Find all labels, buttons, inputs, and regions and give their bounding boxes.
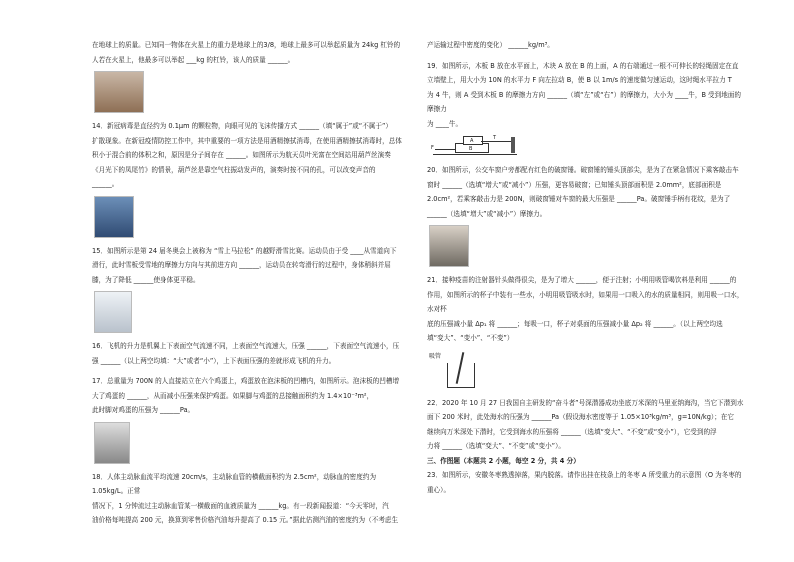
q19-line-4: 为 ____牛。 [427, 119, 463, 128]
q23-line-1: 23．如图所示，安徽冬枣熟透掉落，果内脱落。请作出挂在枝条上的冬枣 A 所受重力的示意图（O 为冬枣的 [427, 471, 742, 479]
q19-rope [481, 141, 511, 142]
q19-line-1: 19．如图所示，木板 B 放在水平面上，木块 A 放在 B 的上面，A 的右端通过一根不可伸长的轻绳固定在直 [427, 61, 739, 70]
q18-line-2: 情况下，1 分钟流过主动脉血管某一横截面的血液质量为 ______kg。有一段新闻报道：“今天零时，汽 [92, 501, 389, 510]
q15-line-2: 滑行，此时雪板受雪地的摩擦力方向与其前进方向 ______，运动员在转弯滑行的过程中，身体稍斜并屈 [92, 261, 391, 269]
q13-line-1: 在地球上的质量。已知同一物体在火星上的重力是地球上的3/8，地球上最多可以举起质量为 24kg 杠铃的 [92, 41, 401, 49]
q19-wall [511, 137, 515, 153]
q17-line-3: 此时脚对鸡蛋的压强为 ______Pa。 [92, 406, 195, 414]
right-column [427, 38, 747, 497]
question-16 [92, 339, 402, 368]
q19-label-a: A [470, 138, 474, 144]
q14-line-1: 14．新冠病毒是直径约为 0.1μm 的颗粒物，向眼可见的飞沫传播方式 ______（填“属于”或“不属于”） [92, 122, 393, 130]
q19-label-f: F [431, 145, 434, 151]
q20-line-4: ______（选填“增大”或“减小”）摩擦力。 [427, 209, 547, 218]
q18-line-3: 油价格每吨提高 200 元，换算到零售价格汽油每升提高了 0.15 元。”据此估测汽油的密度约为（不考虑生 [92, 516, 399, 524]
q15-line-1: 15．如图所示是第 24 届冬奥会上被称为 “雪上马拉松” 的越野滑雪比赛。运动员由于受 ____从雪道向下 [92, 246, 397, 255]
q23-line-2: 重心）。 [427, 485, 451, 494]
q21-line-1: 21．接种疫苗的注射器针头做得很尖，是为了增大 ______，便于注射；小明用吸管喝饮料是利用 ______的 [427, 276, 737, 284]
q17-figure [94, 422, 130, 464]
q19-line-3: 为 4 牛，则 A 受到木板 B 的摩擦力方向 ______（填“左”或“右”）的摩擦力，大小为 ____牛，B 受到地面的摩擦力 [427, 90, 742, 113]
q19-ground [433, 154, 517, 155]
q16-line-2: 强 ______（以上两空均填：“大”或者“小”），上下表面压强的差就形成飞机的升力。 [92, 356, 336, 365]
question-19 [427, 59, 747, 158]
q20-line-3: 2.0cm²，若乘客敲击力是 200N，则破窗锤对车窗的最大压强是 ______Pa。破窗锤手柄有花纹，是为了 [427, 195, 731, 203]
q21-cup [447, 363, 475, 388]
q20-line-2: 窗时 ______（选填“增大”或“减小”）压强，更容易破窗；已知锤头顶部面积是 2.0mm²，底部面积是 [427, 180, 722, 189]
q17-line-2: 大了鸡蛋的 ______，从而减小压强来保护鸡蛋。如果脚与鸡蛋的总接触面积约为 1.4×10⁻³m²， [92, 391, 374, 400]
q17-line-1: 17．总重量为 700N 的人直接站立在六个鸡蛋上，鸡蛋放在泡沫板的凹槽内，如图所示。泡沫板的凹槽增 [92, 377, 400, 385]
q19-figure [429, 135, 519, 157]
q20-figure [429, 225, 469, 267]
q14-line-3: 积小于混合前的体积之和，原因是分子间存在 ______。如图所示为航天员叶光富在空间站用葫芦丝演奏 [92, 151, 391, 159]
q15-line-3: 膝，为了降低 ______使身体更平稳。 [92, 275, 200, 284]
section-3-title: 三、作图题（本题共 2 小题，每空 2 分，共 4 分） [427, 456, 580, 465]
q14-figure [94, 196, 134, 238]
q15-figure [94, 291, 132, 333]
question-20 [427, 163, 747, 267]
question-15 [92, 244, 402, 334]
question-14 [92, 119, 402, 238]
q22-line-4: 力将 ______（选填“变大”、“不变”或“变小”）。 [427, 442, 565, 450]
q22-line-1: 22．2020 年 10 月 27 日我国自主研发的“奋斗者”号深潜器成功坐底万米深的马里亚纳海沟，当它下潜到水 [427, 398, 744, 407]
q21-line-3: 底的压强减小量 Δp₁ 将 ______；每吸一口，杯子对桌面的压强减小量 Δp₂ 将 ______。（以上两空均选 [427, 319, 723, 328]
q19-label-b: B [469, 146, 473, 152]
q19-line-2: 立墙壁上，用大小为 10N 的水平力 F 向左拉动 B，使 B 以 1m/s 的速度做匀速运动，这时绳水平拉力 T [427, 76, 732, 84]
q19-label-t: T [493, 135, 497, 141]
q22-line-2: 面下 200 米时，此处海水的压强为 ______Pa（假设海水密度等于 1.05×10³kg/m³，g=10N/kg）；在它 [427, 413, 734, 421]
q19-force-arrow [435, 149, 455, 150]
q14-line-2: 扩散现象。在新冠疫情防控工作中，其中重要的一项方法是用酒精擦拭消毒，在使用酒精擦拭消毒时，总体 [92, 136, 402, 145]
question-17 [92, 374, 402, 464]
q20-line-1: 20．如图所示，公交车窗户旁都配有红色的破窗锤。破窗锤的锤头顶部尖，是为了在紧急情况下乘客敲击车 [427, 166, 739, 174]
question-18 [92, 470, 402, 528]
q21-line-2: 作用，如图所示的杯子中装有一些水，小明用吸管吸水时，如果用一口吸入的水的质量相同，则用吸一口水，水对杯 [427, 290, 744, 313]
q21-straw-label: 吸管 [429, 352, 442, 360]
q13-figure [94, 71, 144, 113]
q18-cont-line: 产运输过程中密度的变化） ______kg/m³。 [427, 41, 554, 49]
q21-line-4: 填“变大”、“变小”、“不变”） [427, 334, 514, 342]
question-21 [427, 273, 747, 390]
question-23 [427, 468, 747, 497]
q18-line-1: 18．人体主动脉血流平均流速 20cm/s，主动脉血管的横截面积约为 2.5cm²，动脉血的密度约为 1.05kg/L。正常 [92, 472, 377, 495]
q16-line-1: 16．飞机的升力是机翼上下表面空气流速不同，上表面空气流速大，压强 ______，下表面空气流速小，压 [92, 342, 400, 350]
q14-line-4: 《月光下的凤尾竹》的情景，葫芦丝是靠空气柱振动发声的，演奏时按不同的孔，可以改变声音的 ______。 [92, 165, 376, 188]
left-column [92, 38, 402, 528]
question-22 [427, 396, 747, 454]
q21-figure [429, 350, 489, 390]
q22-line-3: 继续向万米深处下潜时，它受到海水的压强将 ______（选填“变大”、“不变”或“变小”），它受到的浮 [427, 427, 717, 436]
q13-line-2: 人若在火星上，他最多可以举起 ___kg 的杠铃，该人的质量 ______。 [92, 55, 295, 64]
